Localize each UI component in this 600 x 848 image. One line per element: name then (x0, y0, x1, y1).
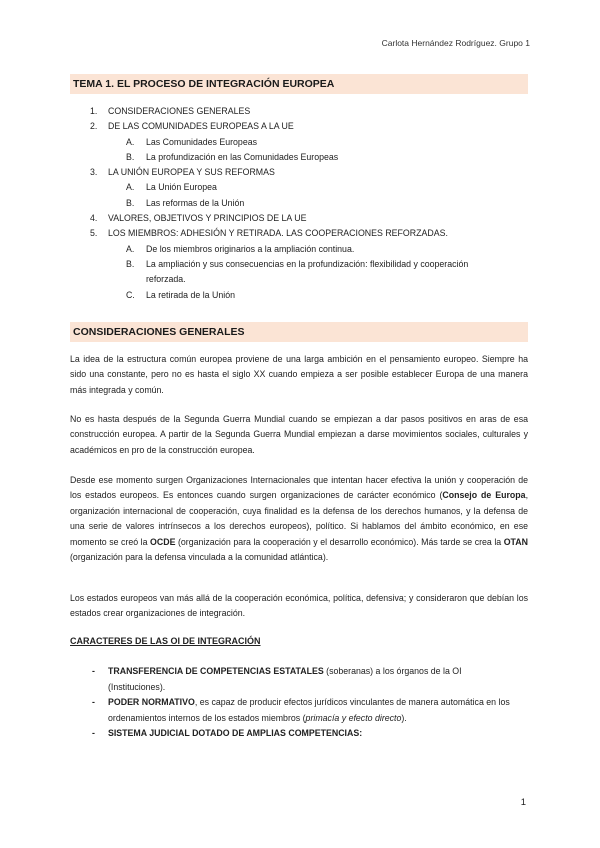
paragraph: Los estados europeos van más allá de la cooperación económica, política, defensiva; y consideraron que debían los estados crear organizaciones de integración. (70, 593, 528, 619)
toc-item: 5. LOS MIEMBROS: ADHESIÓN Y RETIRADA. LAS COOPERACIONES REFORZADAS. (90, 228, 448, 239)
toc-subitem: A. De los miembros originarios a la ampliación continua. (126, 243, 355, 254)
toc-item: 2. DE LAS COMUNIDADES EUROPEAS A LA UE (90, 121, 294, 132)
toc-item: 1. CONSIDERACIONES GENERALES (90, 106, 251, 116)
bullet-list (70, 664, 520, 742)
list-item: - PODER NORMATIVO, es capaz de producir efectos jurídicos vinculantes de manera automática en los ordenamientos internos de los estados miembros (primacía y efecto directo). (92, 697, 510, 723)
toc-subitem: C. La retirada de la Unión (126, 289, 236, 300)
page-number: 1 (520, 797, 526, 808)
title-band (70, 74, 528, 94)
subsection-heading: CARACTERES DE LAS OI DE INTEGRACIÓN (70, 636, 261, 646)
toc-item: 3. LA UNIÓN EUROPEA Y SUS REFORMAS (90, 167, 275, 178)
toc-subitem: B. Las reformas de la Unión (126, 197, 245, 208)
page-header: Carlota Hernández Rodríguez. Grupo 1 (381, 38, 530, 48)
toc-subitem: B. La profundización en las Comunidades Europeas (126, 151, 339, 162)
list-item: - SISTEMA JUDICIAL DOTADO DE AMPLIAS COMPETENCIAS: (92, 728, 363, 738)
list-item: - TRANSFERENCIA DE COMPETENCIAS ESTATALES (soberanas) a los órganos de la OI (Instituciones). (92, 666, 462, 692)
paragraph: La idea de la estructura común europea proviene de una larga ambición en el pensamiento europeo. Siempre ha sido una constante, pero no es hasta el siglo XX cuando empieza a ser posible establecer Europa de una manera más integrada y común. (70, 354, 528, 395)
paragraph: Desde ese momento surgen Organizaciones Internacionales que intentan hacer efectiva la unión y cooperación de los estados europeos. Es entonces cuando surgen organizaciones de carácter económico (Consejo de Europa, organización internacional de cooperación, cuya finalidad es la defensa de los derechos humanos, y la defensa de una serie de valores intrínsecos a los derechos europeos), político. Si hablamos del ámbito económico, en ese momento se creó la OCDE (organización para la cooperación y el desarrollo económico). Más tarde se crea la OTAN (organización para la defensa vinculada a la comunidad atlántica). (70, 475, 529, 563)
section-heading: CONSIDERACIONES GENERALES (73, 326, 245, 338)
paragraph: No es hasta después de la Segunda Guerra Mundial cuando se empiezan a dar pasos positivos en aras de esa construcción europea. A partir de la Segunda Guerra Mundial empiezan a darse movimientos sociales, culturales y académicos en pro de la construcción europea. (70, 414, 528, 455)
toc-subitem: A. Las Comunidades Europeas (126, 136, 258, 147)
toc-subitem: B. La ampliación y sus consecuencias en la profundización: flexibilidad y cooperación (126, 258, 469, 269)
table-of-contents (70, 106, 530, 305)
toc-item: 4. VALORES, OBJETIVOS Y PRINCIPIOS DE LA UE (90, 213, 307, 224)
toc-subitem: reforzada. (146, 274, 186, 285)
section-heading-band (70, 322, 528, 342)
toc-subitem: A. La Unión Europea (126, 182, 217, 193)
page-title: TEMA 1. EL PROCESO DE INTEGRACIÓN EUROPEA (73, 78, 335, 90)
